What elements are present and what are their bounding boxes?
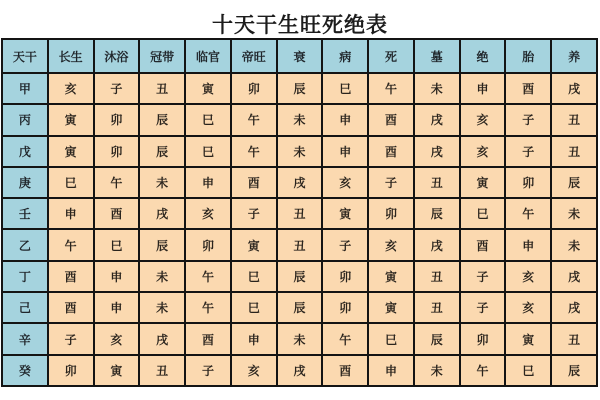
branch-cell: 丑	[139, 73, 185, 104]
branch-cell: 戌	[414, 136, 460, 167]
branch-cell: 酉	[368, 136, 414, 167]
table-row	[2, 323, 597, 354]
branch-cell: 巳	[505, 355, 551, 386]
branch-cell: 未	[551, 198, 597, 229]
branch-cell: 子	[94, 73, 140, 104]
branch-cell: 酉	[368, 104, 414, 135]
branch-cell: 午	[185, 261, 231, 292]
branch-cell: 子	[368, 167, 414, 198]
branch-cell: 申	[94, 292, 140, 323]
branch-cell: 卯	[48, 355, 94, 386]
table-row	[2, 355, 597, 386]
branch-cell: 戌	[414, 104, 460, 135]
branch-cell: 巳	[94, 229, 140, 260]
branch-cell: 未	[414, 73, 460, 104]
branch-cell: 辰	[139, 229, 185, 260]
branch-cell: 亥	[231, 355, 277, 386]
branch-cell: 寅	[231, 229, 277, 260]
branch-cell: 亥	[322, 167, 368, 198]
branch-cell: 申	[231, 323, 277, 354]
branch-cell: 巳	[231, 261, 277, 292]
branch-cell: 酉	[505, 73, 551, 104]
branch-cell: 酉	[48, 261, 94, 292]
branch-cell: 子	[322, 229, 368, 260]
branch-cell: 丑	[139, 355, 185, 386]
branch-cell: 辰	[277, 261, 323, 292]
branch-cell: 卯	[460, 323, 506, 354]
header-cell: 冠带	[139, 39, 185, 73]
branch-cell: 申	[505, 229, 551, 260]
branch-cell: 戌	[139, 323, 185, 354]
branch-cell: 丑	[414, 261, 460, 292]
branch-cell: 子	[231, 198, 277, 229]
branch-cell: 午	[231, 136, 277, 167]
branch-cell: 戌	[277, 167, 323, 198]
table-row	[2, 73, 597, 104]
branch-cell: 酉	[322, 355, 368, 386]
branch-cell: 未	[277, 323, 323, 354]
header-cell: 墓	[414, 39, 460, 73]
header-cell: 临官	[185, 39, 231, 73]
branch-cell: 巳	[185, 104, 231, 135]
branch-cell: 子	[505, 104, 551, 135]
branch-cell: 戌	[551, 292, 597, 323]
branch-cell: 戌	[551, 261, 597, 292]
branch-cell: 丑	[551, 136, 597, 167]
branch-cell: 戌	[414, 229, 460, 260]
branch-cell: 午	[48, 229, 94, 260]
table-row	[2, 229, 597, 260]
branch-cell: 巳	[368, 323, 414, 354]
stem-cell: 丙	[2, 104, 48, 135]
stem-cell: 壬	[2, 198, 48, 229]
branch-cell: 寅	[368, 261, 414, 292]
branch-cell: 子	[48, 323, 94, 354]
header-cell: 天干	[2, 39, 48, 73]
branch-cell: 申	[368, 355, 414, 386]
branch-cell: 亥	[505, 292, 551, 323]
branch-cell: 丑	[551, 323, 597, 354]
branch-cell: 辰	[277, 292, 323, 323]
branch-cell: 辰	[139, 136, 185, 167]
branch-cell: 酉	[460, 229, 506, 260]
branch-cell: 寅	[94, 355, 140, 386]
stem-cell: 己	[2, 292, 48, 323]
branch-cell: 寅	[322, 198, 368, 229]
branch-cell: 酉	[185, 323, 231, 354]
branch-cell: 巳	[48, 167, 94, 198]
branch-cell: 卯	[322, 261, 368, 292]
branch-cell: 未	[139, 292, 185, 323]
stem-cell: 甲	[2, 73, 48, 104]
branch-cell: 丑	[277, 229, 323, 260]
branch-cell: 卯	[368, 198, 414, 229]
table-row	[2, 167, 597, 198]
branch-cell: 辰	[414, 323, 460, 354]
branch-cell: 辰	[551, 355, 597, 386]
branch-cell: 寅	[460, 167, 506, 198]
branch-cell: 申	[94, 261, 140, 292]
branch-cell: 戌	[551, 73, 597, 104]
header-cell: 病	[322, 39, 368, 73]
header-cell: 长生	[48, 39, 94, 73]
branch-cell: 戌	[277, 355, 323, 386]
branch-cell: 午	[185, 292, 231, 323]
table-row	[2, 292, 597, 323]
branch-cell: 酉	[48, 292, 94, 323]
header-cell: 养	[551, 39, 597, 73]
branch-cell: 午	[505, 198, 551, 229]
branch-cell: 午	[368, 73, 414, 104]
header-cell: 帝旺	[231, 39, 277, 73]
table-row	[2, 104, 597, 135]
branch-cell: 亥	[94, 323, 140, 354]
branch-cell: 巳	[231, 292, 277, 323]
branch-cell: 申	[185, 167, 231, 198]
header-cell: 沐浴	[94, 39, 140, 73]
branch-cell: 寅	[505, 323, 551, 354]
stem-cell: 戊	[2, 136, 48, 167]
branch-cell: 午	[231, 104, 277, 135]
branch-cell: 戌	[139, 198, 185, 229]
branch-cell: 亥	[48, 73, 94, 104]
branch-cell: 酉	[231, 167, 277, 198]
table-body	[2, 73, 597, 386]
branch-cell: 亥	[185, 198, 231, 229]
branch-cell: 寅	[185, 73, 231, 104]
stem-cell: 辛	[2, 323, 48, 354]
stem-cell: 庚	[2, 167, 48, 198]
branch-cell: 辰	[139, 104, 185, 135]
branch-cell: 申	[322, 104, 368, 135]
branch-cell: 卯	[322, 292, 368, 323]
branch-cell: 卯	[185, 229, 231, 260]
table-header	[2, 39, 597, 73]
branch-cell: 亥	[460, 104, 506, 135]
branch-cell: 寅	[368, 292, 414, 323]
branch-cell: 巳	[322, 73, 368, 104]
branch-cell: 未	[551, 229, 597, 260]
table-row	[2, 198, 597, 229]
branch-cell: 卯	[94, 136, 140, 167]
branch-cell: 亥	[505, 261, 551, 292]
branch-cell: 寅	[48, 104, 94, 135]
branch-cell: 未	[414, 355, 460, 386]
branch-cell: 寅	[48, 136, 94, 167]
branch-cell: 未	[277, 104, 323, 135]
header-cell: 死	[368, 39, 414, 73]
branch-cell: 巳	[185, 136, 231, 167]
branch-cell: 申	[322, 136, 368, 167]
table-row	[2, 261, 597, 292]
branch-cell: 丑	[414, 167, 460, 198]
branch-cell: 辰	[414, 198, 460, 229]
branch-cell: 午	[460, 355, 506, 386]
header-cell: 绝	[460, 39, 506, 73]
branch-cell: 酉	[94, 198, 140, 229]
header-cell: 衰	[277, 39, 323, 73]
table-row	[2, 136, 597, 167]
branch-cell: 子	[460, 261, 506, 292]
stems-lifecycle-table	[1, 38, 598, 387]
branch-cell: 申	[48, 198, 94, 229]
branch-cell: 丑	[277, 198, 323, 229]
branch-cell: 卯	[505, 167, 551, 198]
branch-cell: 午	[322, 323, 368, 354]
branch-cell: 巳	[460, 198, 506, 229]
stem-cell: 癸	[2, 355, 48, 386]
branch-cell: 申	[460, 73, 506, 104]
branch-cell: 丑	[551, 104, 597, 135]
page-title: 十天干生旺死绝表	[212, 13, 388, 37]
header-cell: 胎	[505, 39, 551, 73]
branch-cell: 辰	[277, 73, 323, 104]
branch-cell: 未	[139, 261, 185, 292]
branch-cell: 卯	[231, 73, 277, 104]
branch-cell: 丑	[414, 292, 460, 323]
branch-cell: 亥	[460, 136, 506, 167]
branch-cell: 子	[185, 355, 231, 386]
branch-cell: 午	[94, 167, 140, 198]
branch-cell: 未	[277, 136, 323, 167]
stem-cell: 乙	[2, 229, 48, 260]
stem-cell: 丁	[2, 261, 48, 292]
branch-cell: 未	[139, 167, 185, 198]
header-row	[2, 39, 597, 73]
branch-cell: 辰	[551, 167, 597, 198]
branch-cell: 子	[460, 292, 506, 323]
branch-cell: 子	[505, 136, 551, 167]
branch-cell: 亥	[368, 229, 414, 260]
branch-cell: 卯	[94, 104, 140, 135]
